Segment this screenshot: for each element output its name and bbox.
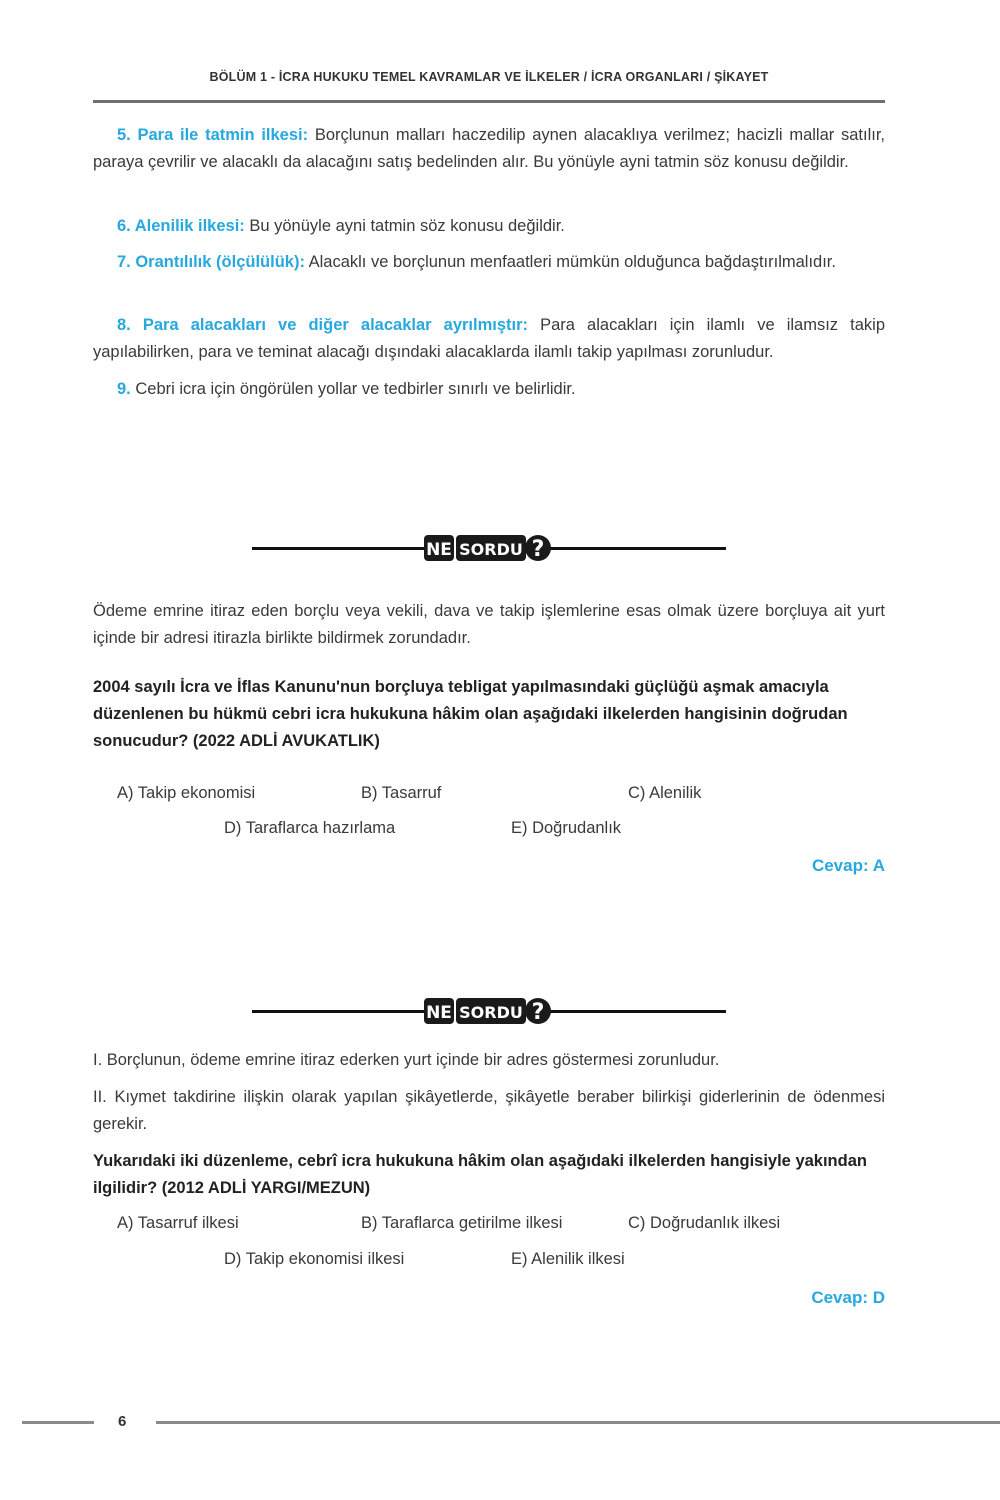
- running-header: BÖLÜM 1 - İCRA HUKUKU TEMEL KAVRAMLAR VE İLKELER / İCRA ORGANLARI / ŞİKAYET: [209, 70, 769, 84]
- ne-sordu-banner-2: [252, 992, 726, 1032]
- svg-text:?: ?: [531, 537, 545, 562]
- principle-8: [93, 312, 885, 366]
- principle-5: [93, 122, 885, 176]
- svg-text:NE: NE: [426, 1003, 452, 1023]
- q2-question: Yukarıdaki iki düzenleme, cebrî icra hukukuna hâkim olan aşağıdaki ilkelerden hangisiyle yakından ilgilidir? (2012 ADLİ YARGI/MEZUN): [93, 1152, 867, 1197]
- q2-option-b: B) Taraflarca getirilme ilkesi: [361, 1214, 563, 1232]
- footer-rule-left: [22, 1421, 94, 1424]
- principle-5-text: Borçlunun malları haczedilip aynen alacaklıya verilmez; hacizli mallar satılır, paraya çevrilir ve alacaklı da alacağını satış bedelinden alır. Bu yönüyle ayni tatmin söz konusu değildir.: [93, 126, 885, 171]
- q1-option-a: A) Takip ekonomisi: [117, 784, 256, 802]
- q2-answer: Cevap: D: [811, 1288, 885, 1307]
- principle-6: [93, 213, 885, 240]
- principle-7: [93, 249, 885, 276]
- svg-text:?: ?: [531, 1000, 545, 1025]
- q1-option-d: D) Taraflarca hazırlama: [224, 819, 396, 837]
- q2-item-2: II. Kıymet takdirine ilişkin olarak yapılan şikâyetlerde, şikâyetle beraber bilirkişi giderlerinin de ödenmesi gerekir.: [93, 1088, 885, 1133]
- banner-line-left: [252, 547, 424, 550]
- principle-9-text: Cebri icra için öngörülen yollar ve tedbirler sınırlı ve belirlidir.: [130, 380, 576, 398]
- q1-option-e: E) Doğrudanlık: [511, 819, 622, 837]
- q1-question: 2004 sayılı İcra ve İflas Kanunu'nun borçluya tebligat yapılmasındaki güçlüğü aşmak amacıyla düzenlenen bu hükmü cebri icra hukukuna hâkim olan aşağıdaki ilkelerden hangisinin doğrudan sonucudur? (2022 ADLİ AVUKATLIK): [93, 678, 848, 750]
- svg-text:SORDU: SORDU: [459, 1003, 523, 1022]
- page-number: 6: [118, 1413, 127, 1430]
- q2-option-d: D) Takip ekonomisi ilkesi: [224, 1250, 405, 1268]
- principle-9-label: 9.: [117, 380, 131, 398]
- principle-6-text: Bu yönüyle ayni tatmin söz konusu değildir.: [244, 217, 565, 235]
- header-rule: [93, 100, 885, 103]
- principle-5-label: 5. Para ile tatmin ilkesi:: [117, 126, 309, 144]
- q2-option-a: A) Tasarruf ilkesi: [117, 1214, 239, 1232]
- principle-8-label: 8. Para alacakları ve diğer alacaklar ayrılmıştır:: [117, 316, 529, 334]
- ne-sordu-banner-1: [252, 529, 726, 569]
- svg-text:NE: NE: [426, 540, 452, 560]
- q1-intro: Ödeme emrine itiraz eden borçlu veya vekili, dava ve takip işlemlerine esas olmak üzere borçluya ait yurt içinde bir adresi itirazla birlikte bildirmek zorundadır.: [93, 602, 885, 647]
- footer-rule-right: [156, 1421, 1000, 1424]
- principle-7-label: 7. Orantılılık (ölçülülük):: [117, 253, 305, 271]
- q2-item-1: I. Borçlunun, ödeme emrine itiraz ederken yurt içinde bir adres göstermesi zorunludur.: [93, 1051, 720, 1069]
- ne-sordu-logo: [422, 992, 552, 1032]
- principle-7-text: Alacaklı ve borçlunun menfaatleri mümkün olduğunca bağdaştırılmalıdır.: [304, 253, 836, 271]
- q1-answer: Cevap: A: [811, 856, 885, 875]
- q2-option-c: C) Doğrudanlık ilkesi: [628, 1214, 781, 1232]
- q1-option-b: B) Tasarruf: [361, 784, 442, 802]
- svg-text:SORDU: SORDU: [459, 540, 523, 559]
- banner-line-right: [550, 1010, 726, 1013]
- q2-option-e: E) Alenilik ilkesi: [511, 1250, 625, 1268]
- banner-line-right: [550, 547, 726, 550]
- banner-line-left: [252, 1010, 424, 1013]
- principle-9: [93, 376, 885, 403]
- principle-6-label: 6. Alenilik ilkesi:: [117, 217, 245, 235]
- ne-sordu-logo: [422, 529, 552, 569]
- q1-option-c: C) Alenilik: [628, 784, 702, 802]
- principle-8-text: Para alacakları için ilamlı ve ilamsız takip yapılabilirken, para ve teminat alacağı dışındaki alacaklarda ilamlı takip yapılması zorunludur.: [93, 316, 886, 361]
